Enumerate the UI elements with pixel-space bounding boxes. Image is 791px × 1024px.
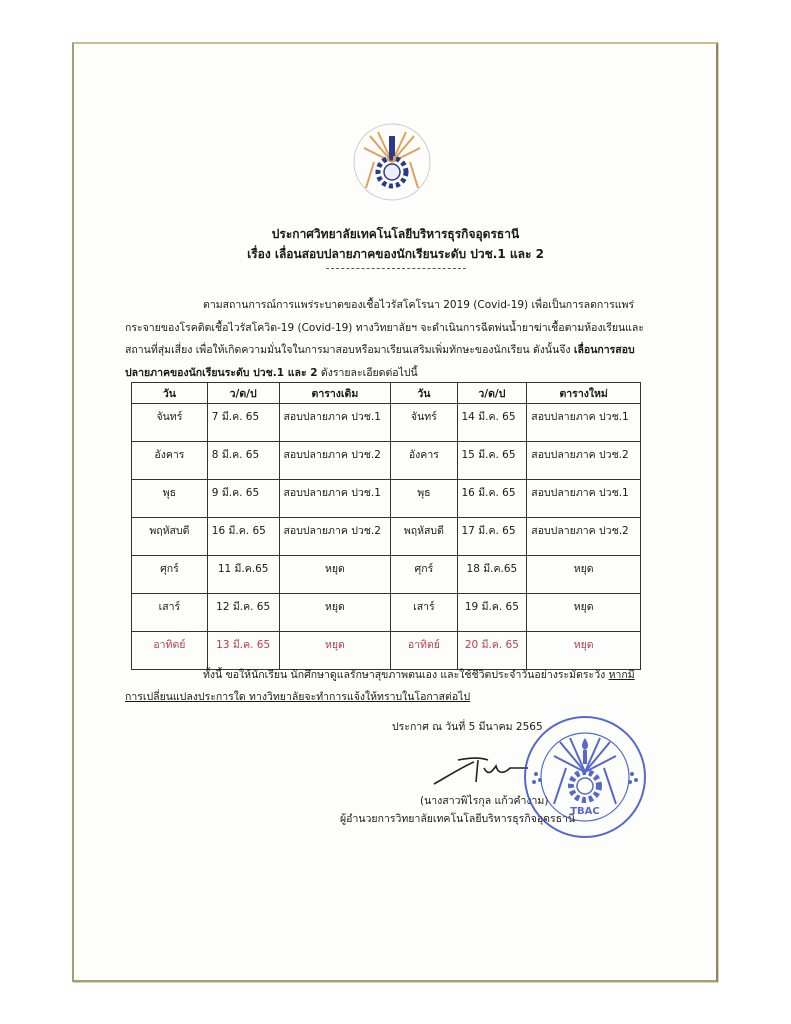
announcement-date: ประกาศ ณ วันที่ 5 มีนาคม 2565 [392,721,543,733]
official-stamp-icon [520,712,650,842]
closing-text: ทั้งนี้ ขอให้นักเรียน นักศึกษาดูแลรักษาสุขภาพตนเอง และใช้ชีวิตประจำวันอย่างระมัดระวัง [203,669,609,681]
old-schedule: สอบปลายภาค ปวช.1 [279,480,391,518]
header-old-schedule: ตารางเดิม [279,383,391,404]
old-schedule: หยุด [279,556,391,594]
old-day: เสาร์ [132,594,208,632]
intro-bold-text: เลื่อนการสอบปลายภาคของนักเรียนระดับ ปวช.1 และ 2 [125,344,635,379]
header-old-date: ว/ด/ป [207,383,279,404]
new-date: 19 มี.ค. 65 [457,594,527,632]
new-day: เสาร์ [391,594,457,632]
old-date: 7 มี.ค. 65 [207,404,279,442]
new-day: จันทร์ [391,404,457,442]
header-old-day: วัน [132,383,208,404]
title-divider [326,268,466,269]
table-row [132,442,641,480]
old-date: 13 มี.ค. 65 [207,632,279,670]
old-schedule: หยุด [279,594,391,632]
new-schedule: สอบปลายภาค ปวช.1 [527,480,641,518]
stamp-text: TBAC [570,806,600,817]
closing-paragraph [125,664,645,708]
old-day: อาทิตย์ [132,632,208,670]
new-date: 14 มี.ค. 65 [457,404,527,442]
title-line-1: ประกาศวิทยาลัยเทคโนโลยีบริหารธุรกิจอุดรธานี [271,227,520,241]
signer-name: (นางสาวพิไรกุล แก้วคำงาม) [420,795,549,807]
new-day: พุธ [391,480,457,518]
table-row [132,480,641,518]
intro-text-end: ดังรายละเอียดต่อไปนี้ [317,366,418,379]
header-new-date: ว/ด/ป [457,383,527,404]
old-day: พุธ [132,480,208,518]
signer-title: ผู้อำนวยการวิทยาลัยเทคโนโลยีบริหารธุรกิจอุดรธานี [340,813,576,825]
intro-text: ตามสถานการณ์การแพร่ระบาดของเชื้อไวรัสโคโรนา 2019 (Covid-19) เพื่อเป็นการลดการแพร่กระจายของโรคติดเชื้อไวรัสโควิด-19 (Covid-19) ทางวิทยาลัยฯ จะดำเนินการฉีดพ่นน้ำยาฆ่าเชื้อตามห้องเรียนและสถานที่สุ่มเสี่ยง เพื่อให้เกิดความมั่นใจในการมาสอบหรือมาเรียนเสริมเพิ่มทักษะของนักเรียน ดังนั้นจึง [125,299,645,356]
new-schedule: หยุด [527,556,641,594]
header-new-day: วัน [391,383,457,404]
title-line-2: เรื่อง เลื่อนสอบปลายภาคของนักเรียนระดับ ปวช.1 และ 2 [247,247,544,261]
old-date: 12 มี.ค. 65 [207,594,279,632]
table-row [132,594,641,632]
old-schedule: สอบปลายภาค ปวช.2 [279,442,391,480]
old-date: 9 มี.ค. 65 [207,480,279,518]
new-date: 18 มี.ค.65 [457,556,527,594]
table-row [132,404,641,442]
closing-underlined-text: หากมีการเปลี่ยนแปลงประการใด ทางวิทยาลัยจะทำการแจ้งให้ทราบในโอกาสต่อไป [125,669,635,703]
new-schedule: สอบปลายภาค ปวช.2 [527,518,641,556]
new-day: อาทิตย์ [391,632,457,670]
new-schedule: สอบปลายภาค ปวช.2 [527,442,641,480]
old-schedule: หยุด [279,632,391,670]
new-day: อังคาร [391,442,457,480]
old-day: ศุกร์ [132,556,208,594]
new-schedule: หยุด [527,594,641,632]
new-date: 16 มี.ค. 65 [457,480,527,518]
header-new-schedule: ตารางใหม่ [527,383,641,404]
old-date: 8 มี.ค. 65 [207,442,279,480]
intro-paragraph [125,294,645,384]
exam-schedule-table [131,382,641,670]
old-date: 16 มี.ค. 65 [207,518,279,556]
new-date: 17 มี.ค. 65 [457,518,527,556]
old-day: พฤหัสบดี [132,518,208,556]
document-title [0,224,791,264]
old-day: จันทร์ [132,404,208,442]
table-row [132,518,641,556]
new-date: 20 มี.ค. 65 [457,632,527,670]
old-schedule: สอบปลายภาค ปวช.2 [279,518,391,556]
old-day: อังคาร [132,442,208,480]
new-day: ศุกร์ [391,556,457,594]
college-logo-icon [352,122,432,202]
new-date: 15 มี.ค. 65 [457,442,527,480]
new-day: พฤหัสบดี [391,518,457,556]
old-schedule: สอบปลายภาค ปวช.1 [279,404,391,442]
table-row [132,556,641,594]
new-schedule: สอบปลายภาค ปวช.1 [527,404,641,442]
new-schedule: หยุด [527,632,641,670]
old-date: 11 มี.ค.65 [207,556,279,594]
table-header-row [132,383,641,404]
